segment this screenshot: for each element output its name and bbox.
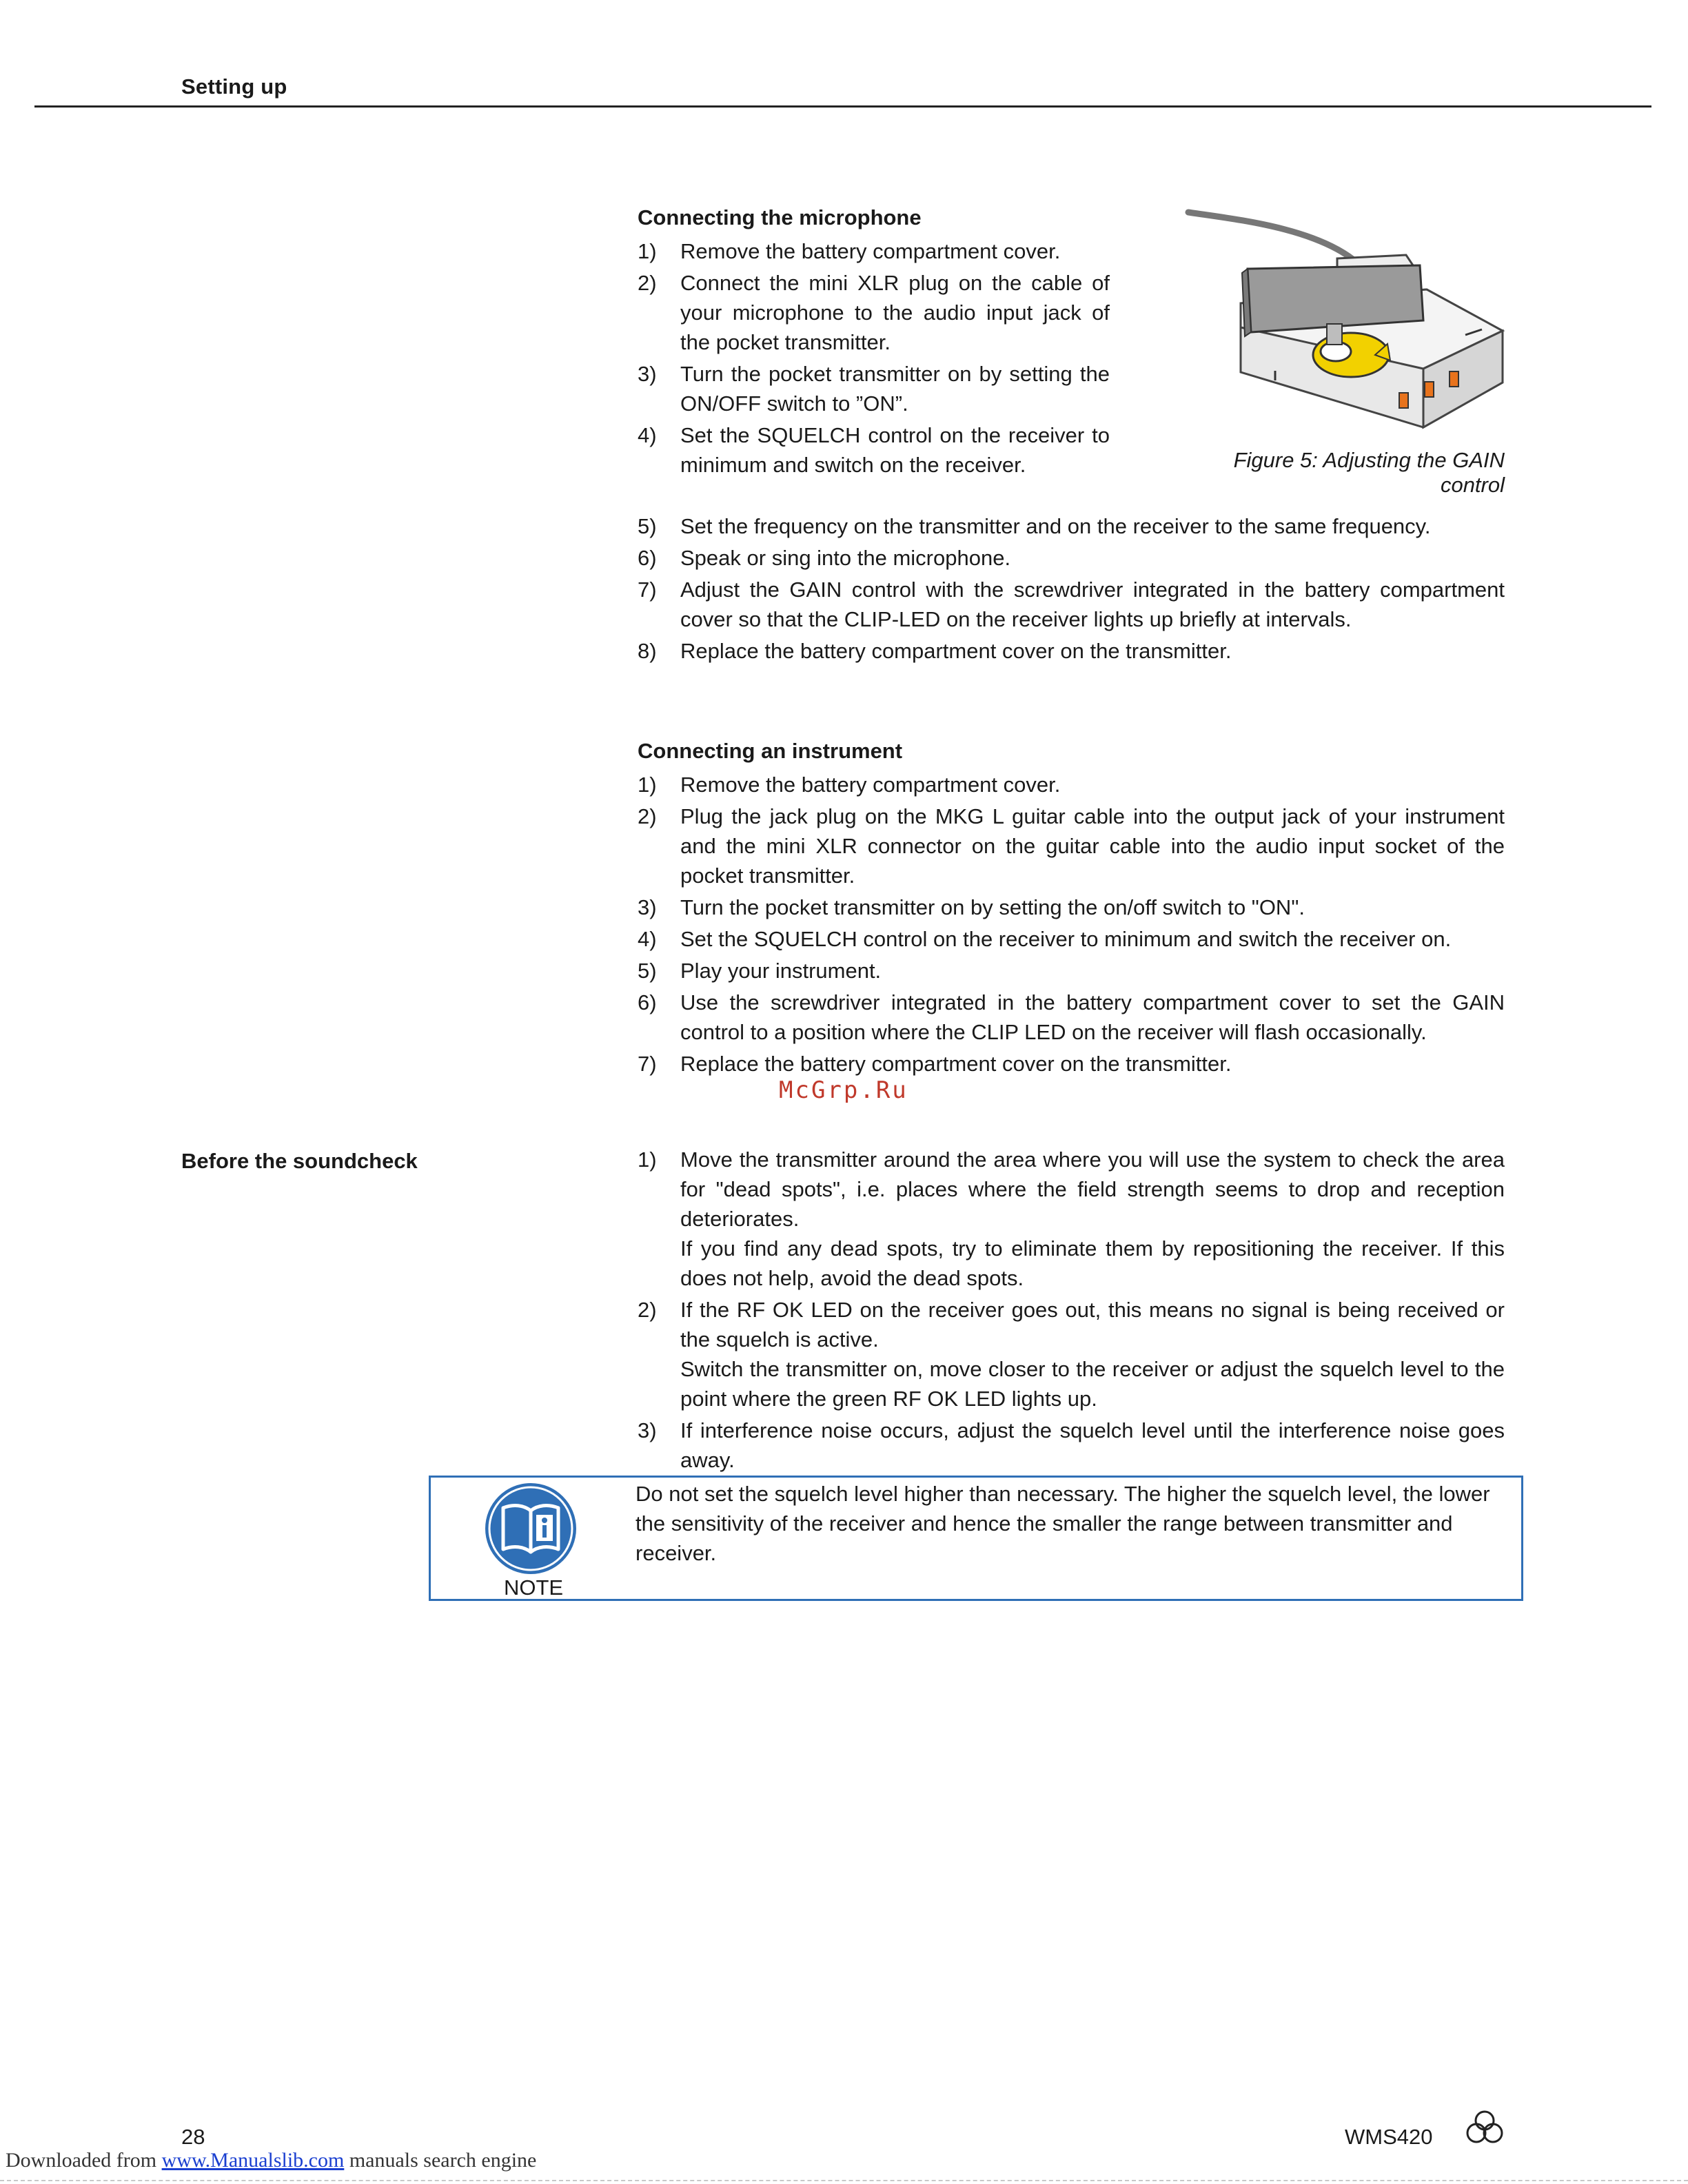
soundcheck-heading: Before the soundcheck	[181, 1149, 418, 1173]
list-item: 3) If interference noise occurs, adjust the squelch level until the interference noise goes away.	[638, 1418, 1505, 1472]
list-item: 4) Set the SQUELCH control on the receiver to minimum and switch on the receiver.	[638, 423, 1110, 477]
list-item: 7) Replace the battery compartment cover on the transmitter.	[638, 1052, 1232, 1076]
page-cut-line	[0, 2180, 1688, 2181]
list-item: 3) Turn the pocket transmitter on by setting the on/off switch to "ON".	[638, 895, 1305, 919]
list-item: 6) Use the screwdriver integrated in the battery compartment cover to set the GAIN control to a position where the CLIP LED on the receiver will flash occasionally.	[638, 990, 1505, 1044]
list-item: 3) Turn the pocket transmitter on by setting the ON/OFF switch to ”ON”.	[638, 362, 1110, 416]
transmitter-gain-figure	[1179, 200, 1509, 434]
list-item: 5) Play your instrument.	[638, 959, 882, 983]
note-box	[429, 1476, 1523, 1601]
list-item: 1) Move the transmitter around the area where you will use the system to check the area for "dead spots", i.e. places where the field strength seems to drop and reception deteriorates. If you find any dead spots, try to eliminate them by repositioning the receiver. If this does not help, avoid the dead spots.	[638, 1147, 1505, 1290]
note-label: NOTE	[504, 1575, 564, 1600]
model-name: WMS420	[1345, 2125, 1433, 2149]
list-item: 4) Set the SQUELCH control on the receiver to minimum and switch the receiver on.	[638, 927, 1452, 951]
list-item: 5) Set the frequency on the transmitter and on the receiver to the same frequency.	[638, 514, 1431, 538]
watermark-text: McGrp.Ru	[779, 1076, 908, 1104]
running-header: Setting up	[181, 74, 287, 99]
list-item: 2) If the RF OK LED on the receiver goes out, this means no signal is being received or the squelch is active. Switch the transmitter on, move closer to the receiver or adjust the squelch level to the point where the green RF OK LED lights up.	[638, 1298, 1505, 1411]
note-text: Do not set the squelch level higher than necessary. The higher the squelch level, the lower the sensitivity of the receiver and hence the smaller the range between transmitter and receiver.	[635, 1482, 1490, 1565]
brand-logo-icon	[1465, 2109, 1504, 2146]
figure-caption: Figure 5: Adjusting the GAIN control	[1233, 448, 1505, 497]
download-notice: Downloaded from www.Manualslib.com manuals search engine	[6, 2149, 537, 2172]
list-item: 8) Replace the battery compartment cover on the transmitter.	[638, 639, 1232, 663]
info-book-icon	[482, 1480, 579, 1577]
manualslib-link[interactable]: www.Manualslib.com	[161, 2149, 345, 2172]
microphone-steps-top	[638, 236, 1110, 482]
list-item: 1) Remove the battery compartment cover.	[638, 773, 1061, 797]
microphone-heading: Connecting the microphone	[638, 205, 922, 229]
list-item: 6) Speak or sing into the microphone.	[638, 546, 1011, 570]
list-item: 2) Connect the mini XLR plug on the cable of your microphone to the audio input jack of the pocket transmitter.	[638, 271, 1110, 354]
instrument-steps	[638, 770, 1505, 1081]
microphone-steps-bottom	[638, 511, 1505, 668]
soundcheck-steps	[638, 1145, 1505, 1477]
list-item: 1) Remove the battery compartment cover.	[638, 239, 1061, 263]
instrument-heading: Connecting an instrument	[638, 739, 903, 763]
page-number: 28	[181, 2125, 205, 2149]
header-rule	[34, 105, 1651, 108]
list-item: 2) Plug the jack plug on the MKG L guitar cable into the output jack of your instrument and the mini XLR connector on the guitar cable into the audio input socket of the pocket transmitter.	[638, 804, 1505, 888]
list-item: 7) Adjust the GAIN control with the screwdriver integrated in the battery compartment cover so that the CLIP-LED on the receiver lights up briefly at intervals.	[638, 578, 1505, 631]
